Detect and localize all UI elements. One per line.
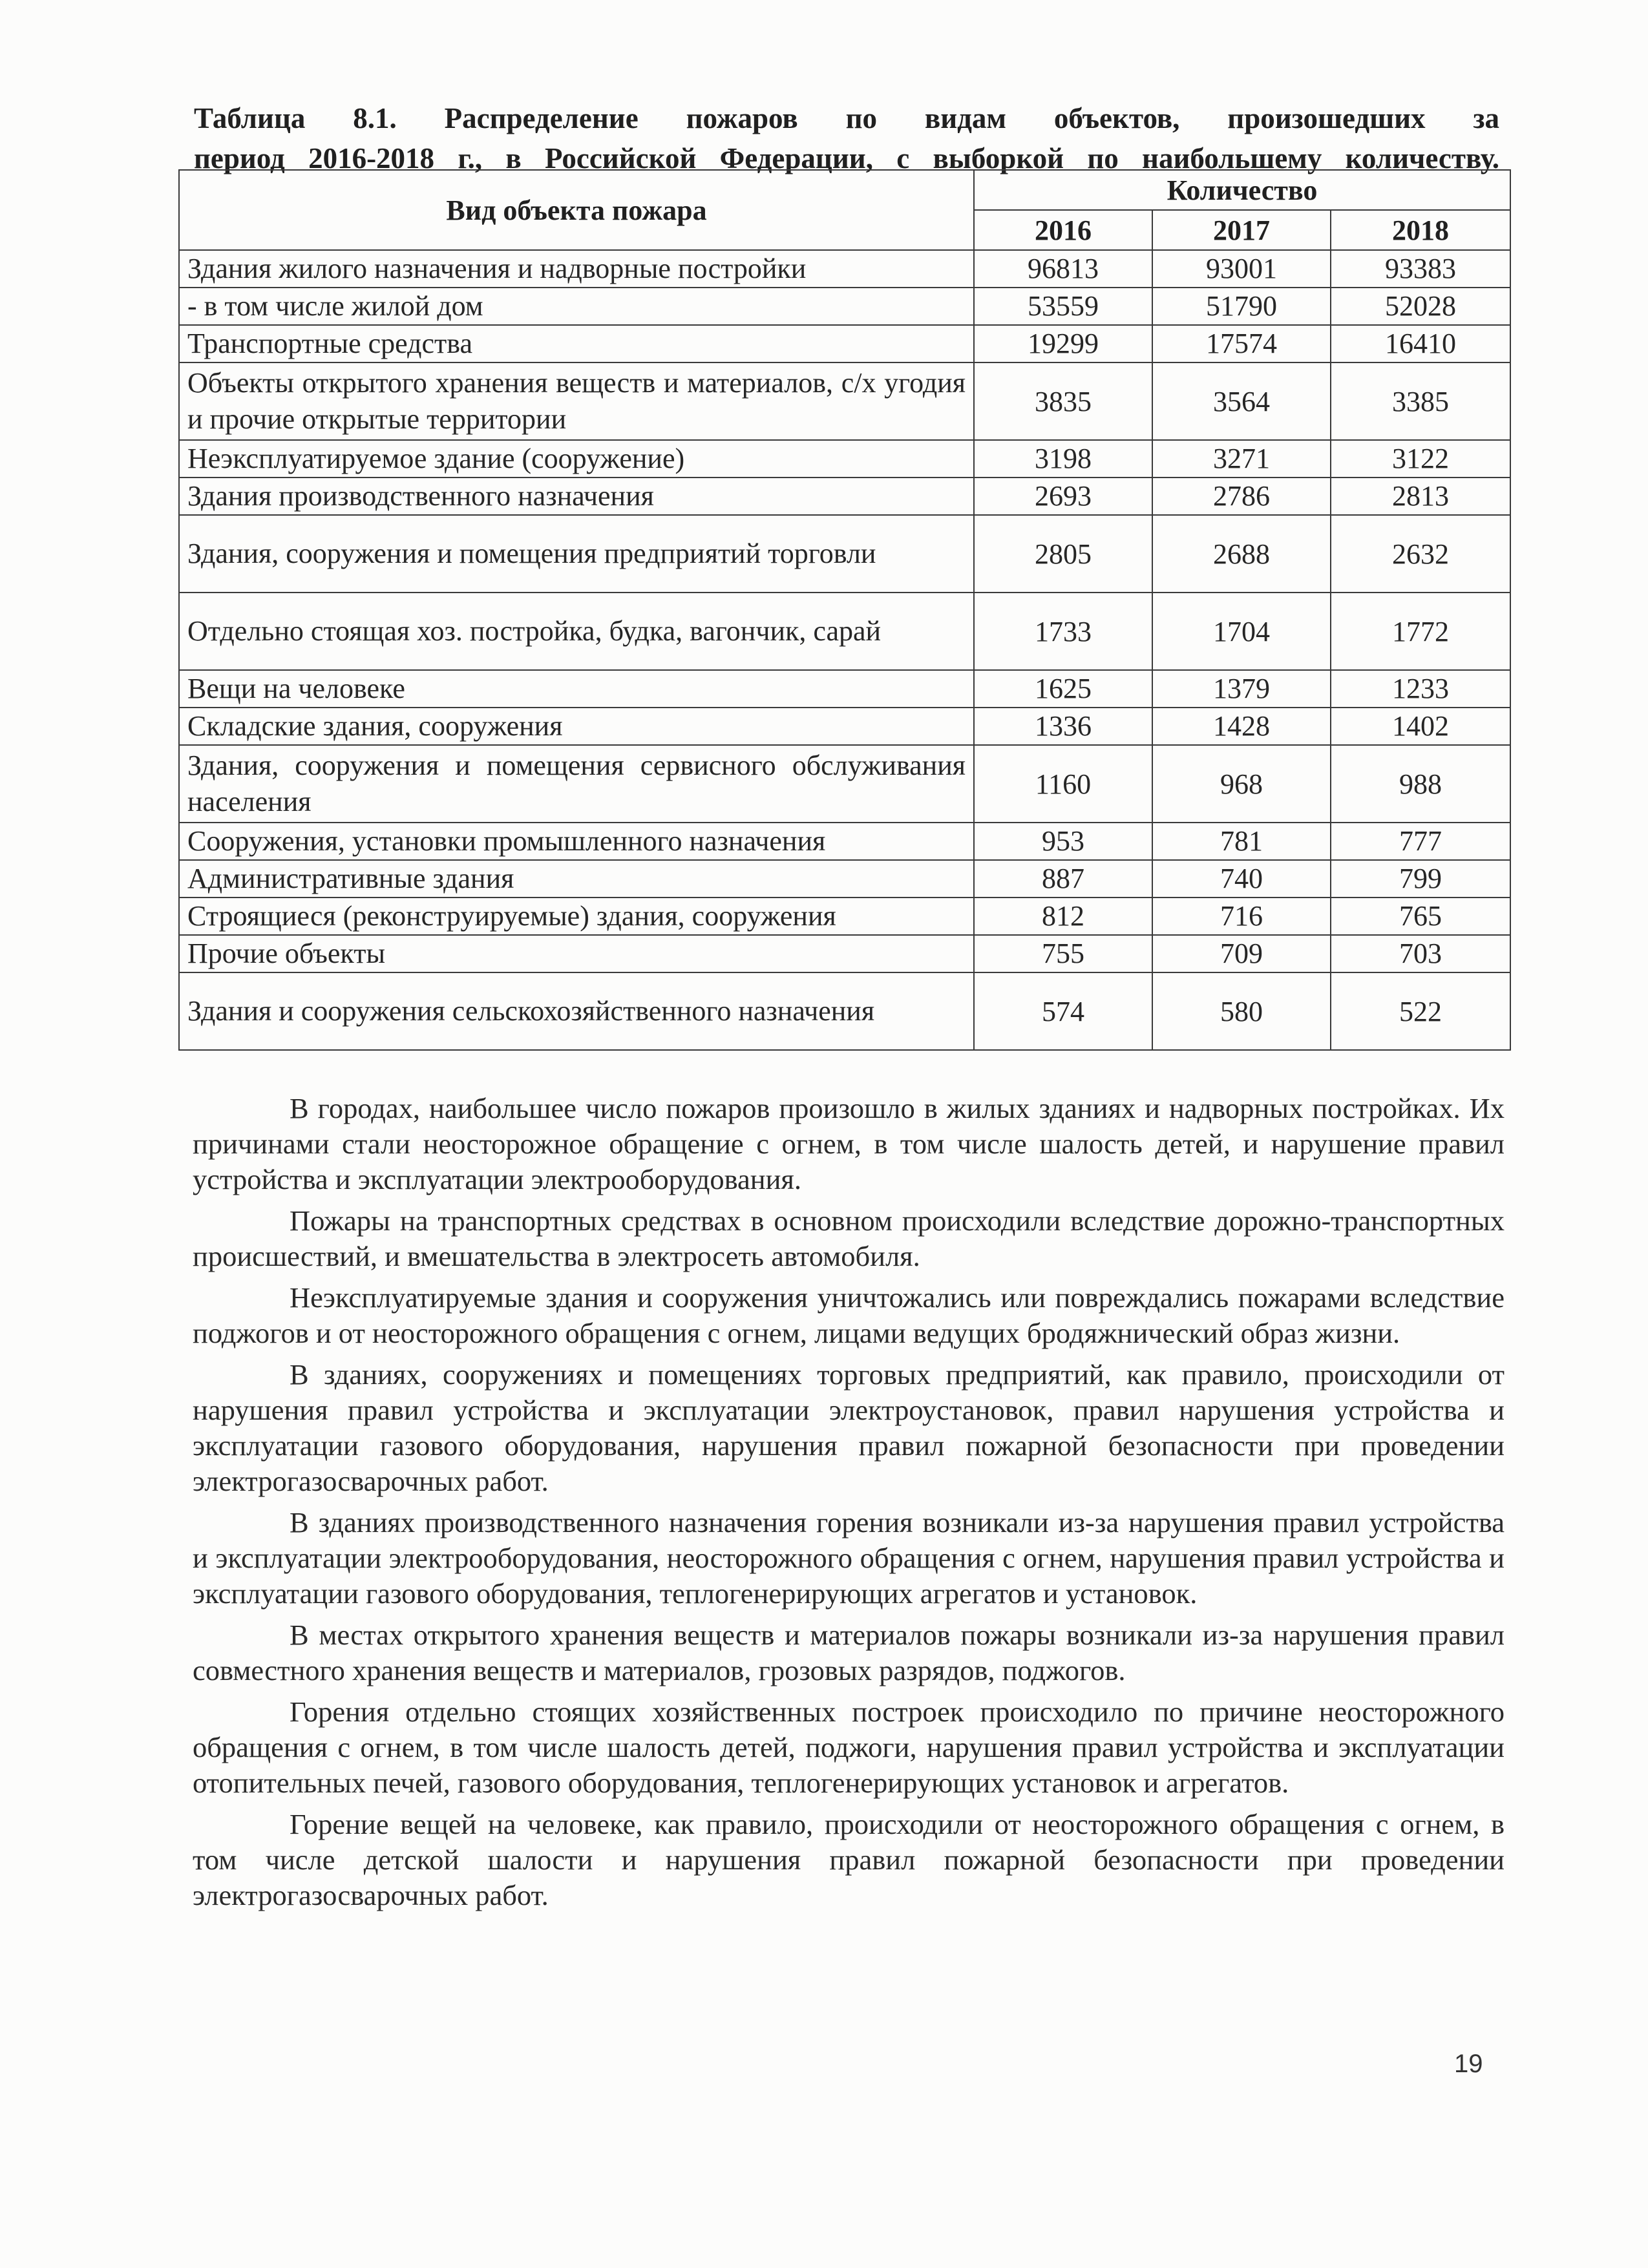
object-name: Неэксплуатируемое здание (сооружение) [179, 440, 974, 478]
table-row [179, 478, 1510, 515]
body-text [193, 1091, 1505, 1919]
table-row [179, 745, 1510, 823]
paragraph: Пожары на транспортных средствах в основном происходили вследствие дорожно-транспортных происшествий, и вмешательства в электросеть автомобиля. [193, 1204, 1505, 1272]
table-row [179, 860, 1510, 898]
object-name: Административные здания [179, 860, 974, 898]
table-row [179, 362, 1510, 440]
table-row [179, 515, 1510, 593]
value-2016: 953 [974, 823, 1152, 860]
value-2017: 740 [1152, 860, 1331, 898]
value-2018: 703 [1331, 935, 1510, 972]
table-row [179, 670, 1510, 708]
value-2018: 16410 [1331, 325, 1510, 362]
caption-line-1: Таблица 8.1. Распределение пожаров по видам объектов, произошедших за [194, 102, 1499, 134]
object-name: Здания производственного назначения [179, 478, 974, 515]
value-2016: 574 [974, 972, 1152, 1050]
table-caption [194, 98, 1499, 178]
value-2017: 968 [1152, 745, 1331, 823]
value-2016: 812 [974, 898, 1152, 935]
value-2018: 988 [1331, 745, 1510, 823]
header-object-type: Вид объекта пожара [179, 170, 974, 250]
value-2016: 2805 [974, 515, 1152, 593]
page-number: 19 [1454, 2050, 1483, 2078]
object-name: Прочие объекты [179, 935, 974, 972]
value-2016: 96813 [974, 250, 1152, 288]
value-2016: 53559 [974, 288, 1152, 325]
value-2018: 1233 [1331, 670, 1510, 708]
value-2018: 1772 [1331, 593, 1510, 670]
value-2017: 1379 [1152, 670, 1331, 708]
paragraph: В городах, наибольшее число пожаров произошло в жилых зданиях и надворных постройках. Их причинами стали неосторожное обращение с огнем, в том числе шалость детей, и нарушение правил устройства и эксплуатации электрооборудования. [193, 1092, 1505, 1195]
value-2017: 580 [1152, 972, 1331, 1050]
paragraph: Горения отдельно стоящих хозяйственных построек происходило по причине неосторожного обращения с огнем, в том числе шалость детей, поджоги, нарушения правил устройства и эксплуатации отопительных печей, газового оборудования, теплогенерирующих установок и агрегатов. [193, 1696, 1505, 1799]
object-name: Отдельно стоящая хоз. постройка, будка, вагончик, сарай [179, 593, 974, 670]
object-name: Строящиеся (реконструируемые) здания, сооружения [179, 898, 974, 935]
header-count: Количество [974, 170, 1510, 210]
object-name: Складские здания, сооружения [179, 708, 974, 745]
paragraph: В местах открытого хранения веществ и материалов пожары возникали из-за нарушения правил совместного хранения веществ и материалов, грозовых разрядов, поджогов. [193, 1619, 1505, 1686]
header-year-2017: 2017 [1152, 210, 1331, 250]
table-row [179, 935, 1510, 972]
table-row [179, 972, 1510, 1050]
table-row [179, 593, 1510, 670]
value-2016: 887 [974, 860, 1152, 898]
value-2018: 799 [1331, 860, 1510, 898]
value-2018: 777 [1331, 823, 1510, 860]
value-2018: 1402 [1331, 708, 1510, 745]
value-2018: 93383 [1331, 250, 1510, 288]
value-2017: 3271 [1152, 440, 1331, 478]
header-year-2016: 2016 [974, 210, 1152, 250]
value-2016: 2693 [974, 478, 1152, 515]
value-2018: 2632 [1331, 515, 1510, 593]
fires-table [178, 169, 1511, 1051]
value-2018: 765 [1331, 898, 1510, 935]
value-2017: 51790 [1152, 288, 1331, 325]
object-name: - в том числе жилой дом [179, 288, 974, 325]
table-row [179, 708, 1510, 745]
value-2016: 755 [974, 935, 1152, 972]
value-2016: 1625 [974, 670, 1152, 708]
table-row [179, 440, 1510, 478]
value-2017: 709 [1152, 935, 1331, 972]
table-row [179, 898, 1510, 935]
value-2016: 1336 [974, 708, 1152, 745]
value-2018: 52028 [1331, 288, 1510, 325]
object-name: Здания жилого назначения и надворные постройки [179, 250, 974, 288]
caption-line-2: период 2016-2018 г., в Российской Федерации, с выборкой по наибольшему количеству. [194, 142, 1499, 174]
object-name: Здания, сооружения и помещения предприятий торговли [179, 515, 974, 593]
paragraph: Горение вещей на человеке, как правило, происходили от неосторожного обращения с огнем, в том числе детской шалости и нарушения правил пожарной безопасности при проведении электрогазосварочных работ. [193, 1808, 1505, 1911]
value-2017: 1704 [1152, 593, 1331, 670]
object-name: Здания, сооружения и помещения сервисного обслуживания населения [179, 745, 974, 823]
value-2016: 1733 [974, 593, 1152, 670]
value-2017: 2688 [1152, 515, 1331, 593]
table-row [179, 325, 1510, 362]
value-2018: 2813 [1331, 478, 1510, 515]
object-name: Вещи на человеке [179, 670, 974, 708]
value-2017: 781 [1152, 823, 1331, 860]
paragraph: В зданиях, сооружениях и помещениях торговых предприятий, как правило, происходили от нарушения правил устройства и эксплуатации электроустановок, правил нарушения устройства и эксплуатации газового оборудования, нарушения правил пожарной безопасности при проведении электрогазосварочных работ. [193, 1358, 1505, 1497]
value-2017: 1428 [1152, 708, 1331, 745]
paragraph: Неэксплуатируемые здания и сооружения уничтожались или повреждались пожарами вследствие поджогов и от неосторожного обращения с огнем, лицами ведущих бродяжнический образ жизни. [193, 1281, 1505, 1349]
table-row [179, 823, 1510, 860]
object-name: Сооружения, установки промышленного назначения [179, 823, 974, 860]
value-2016: 19299 [974, 325, 1152, 362]
object-name: Здания и сооружения сельскохозяйственного назначения [179, 972, 974, 1050]
value-2017: 3564 [1152, 362, 1331, 440]
table-row [179, 250, 1510, 288]
paragraph: В зданиях производственного назначения горения возникали из-за нарушения правил устройства и эксплуатации электрооборудования, неосторожного обращения с огнем, нарушения правил устройства и эксплуатации газового оборудования, теплогенерирующих агрегатов и установок. [193, 1506, 1505, 1610]
value-2017: 17574 [1152, 325, 1331, 362]
object-name: Объекты открытого хранения веществ и материалов, с/х угодия и прочие открытые территории [179, 362, 974, 440]
object-name: Транспортные средства [179, 325, 974, 362]
header-year-2018: 2018 [1331, 210, 1510, 250]
value-2016: 1160 [974, 745, 1152, 823]
table-row [179, 288, 1510, 325]
value-2017: 93001 [1152, 250, 1331, 288]
value-2016: 3198 [974, 440, 1152, 478]
value-2018: 3122 [1331, 440, 1510, 478]
value-2017: 2786 [1152, 478, 1331, 515]
value-2018: 522 [1331, 972, 1510, 1050]
value-2016: 3835 [974, 362, 1152, 440]
value-2018: 3385 [1331, 362, 1510, 440]
value-2017: 716 [1152, 898, 1331, 935]
